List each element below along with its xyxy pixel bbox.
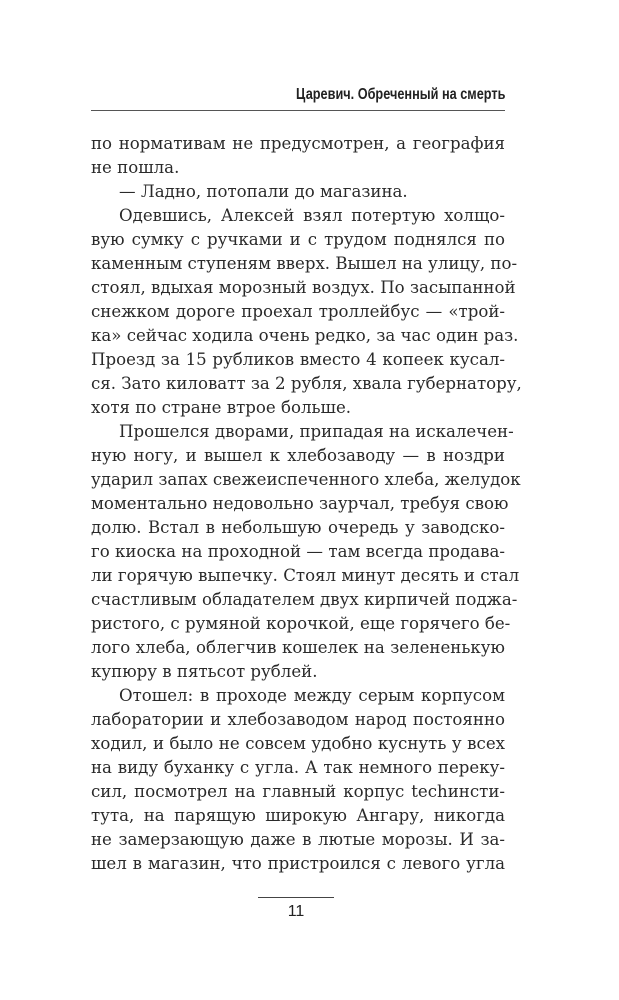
running-title: Царевич. Обреченный на смерть xyxy=(295,86,505,103)
text-line: тута, на парящую широкую Ангару, никогда xyxy=(91,806,505,825)
footer-rule xyxy=(258,897,334,898)
text-line: шел в магазин, что пристроился с левого угла xyxy=(91,854,505,873)
text-line: ударил запах свежеиспеченного хлеба, желудок xyxy=(91,470,521,489)
text-line: на виду буханку с угла. А так немного переку- xyxy=(91,758,505,777)
text-line: моментально недовольно заурчал, требуя свою xyxy=(91,494,509,513)
text-line: ся. Зато киловатт за 2 рубля, хвала губернатору, xyxy=(91,374,522,393)
text-line: Прошелся дворами, припадая на искалечен- xyxy=(119,422,514,441)
text-line: го киоска на проходной — там всегда продава- xyxy=(91,542,505,561)
page-number: 11 xyxy=(287,903,305,920)
text-line: Одевшись, Алексей взял потертую холщо- xyxy=(119,206,505,225)
text-line: снежком дороге проехал троллейбус — «трой- xyxy=(91,302,505,321)
text-line: Проезд за 15 рубликов вместо 4 копеек кусал- xyxy=(91,350,505,369)
text-line: купюру в пятьсот рублей. xyxy=(91,662,318,681)
text-line: долю. Встал в небольшую очередь у заводско- xyxy=(91,518,505,537)
text-line: ную ногу, и вышел к хлебозаводу — в ноздри xyxy=(91,446,505,465)
text-line: сил, посмотрел на главный корпус techинсти- xyxy=(91,782,505,801)
text-line: по нормативам не предусмотрен, а география xyxy=(91,134,505,153)
text-line: ли горячую выпечку. Стоял минут десять и стал xyxy=(91,566,520,585)
text-line: счастливым обладателем двух кирпичей поджа- xyxy=(91,590,518,609)
text-line: вую сумку с ручками и с трудом поднялся по xyxy=(91,230,505,249)
running-header xyxy=(91,84,505,111)
text-line: лаборатории и хлебозаводом народ постоянно xyxy=(91,710,505,729)
text-line: не замерзающую даже в лютые морозы. И за- xyxy=(91,830,505,849)
text-line: не пошла. xyxy=(91,158,180,177)
text-line: каменным ступеням вверх. Вышел на улицу, по- xyxy=(91,254,518,273)
body-text xyxy=(91,132,522,876)
text-line: ка» сейчас ходила очень редко, за час один раз. xyxy=(91,326,519,345)
text-line: стоял, вдыхая морозный воздух. По засыпанной xyxy=(91,278,516,297)
text-line: Отошел: в проходе между серым корпусом xyxy=(119,686,505,705)
text-line: ристого, с румяной корочкой, еще горячего бе- xyxy=(91,614,511,633)
text-line: лого хлеба, облегчив кошелек на зелененькую xyxy=(91,638,505,657)
text-line: ходил, и было не совсем удобно куснуть у всех xyxy=(91,734,505,753)
text-line: — Ладно, потопали до магазина. xyxy=(119,182,408,201)
text-line: хотя по стране втрое больше. xyxy=(91,398,352,417)
